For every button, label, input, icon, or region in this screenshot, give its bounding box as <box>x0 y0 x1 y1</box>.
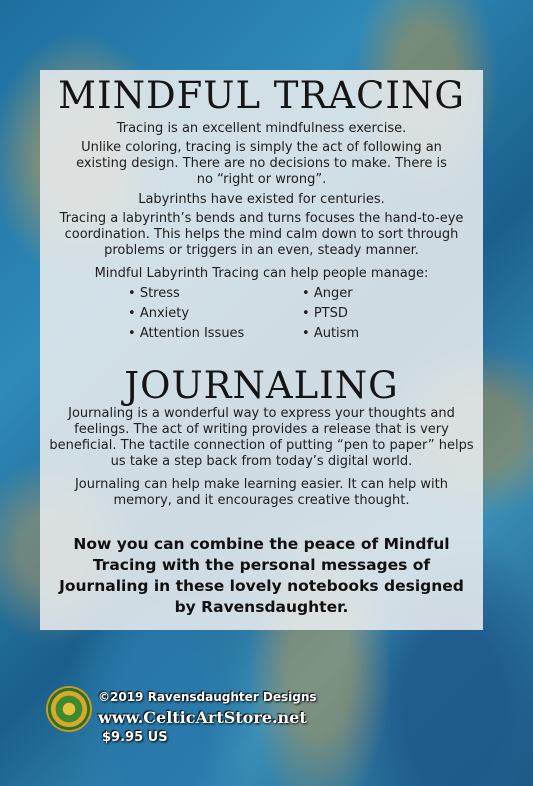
journaling-title: JOURNALING <box>124 364 399 407</box>
mindful-paragraph-2: Unlike coloring, tracing is simply the act of following an existing design. There are no decisions to make. There is no “right or wrong”. <box>76 140 447 187</box>
closing-statement: Now you can combine the peace of Mindful Tracing with the personal messages of Journaling in these lovely notebooks designed by Ravensdaughter. <box>59 535 464 616</box>
list-item: • PTSD <box>302 304 359 324</box>
copyright-text: ©2019 Ravensdaughter Designs <box>98 690 317 704</box>
price-text: $9.95 US <box>102 730 168 745</box>
list-item: • Anxiety <box>128 304 244 324</box>
mindful-paragraph-3: Labyrinths have existed for centuries. <box>138 192 385 207</box>
mindful-tracing-title: MINDFUL TRACING <box>58 74 465 117</box>
website-text: www.CelticArtStore.net <box>98 708 307 727</box>
mindful-paragraph-1: Tracing is an excellent mindfulness exercise. <box>116 121 407 136</box>
list-item: • Autism <box>302 324 359 344</box>
journaling-paragraph-1: Journaling is a wonderful way to express your thoughts and feelings. The act of writing provides a release that is very beneficial. The tactile connection of putting “pen to paper” helps us take a step back from today’s digital world. <box>49 406 474 469</box>
journaling-paragraph-2: Journaling can help make learning easier. It can help with memory, and it encourages creative thought. <box>74 477 449 508</box>
mindful-paragraph-5: Mindful Labyrinth Tracing can help people manage: <box>94 266 429 281</box>
bullet-list-right <box>302 284 359 344</box>
list-item: • Attention Issues <box>128 324 244 344</box>
bullet-list-left <box>128 284 244 344</box>
list-item: • Anger <box>302 284 359 304</box>
mindful-paragraph-4: Tracing a labyrinth’s bends and turns focuses the hand-to-eye coordination. This helps the mind calm down to sort through problems or triggers in an even, steady manner. <box>59 211 464 258</box>
list-item: • Stress <box>128 284 244 304</box>
celtic-knot-logo-icon <box>48 688 90 730</box>
